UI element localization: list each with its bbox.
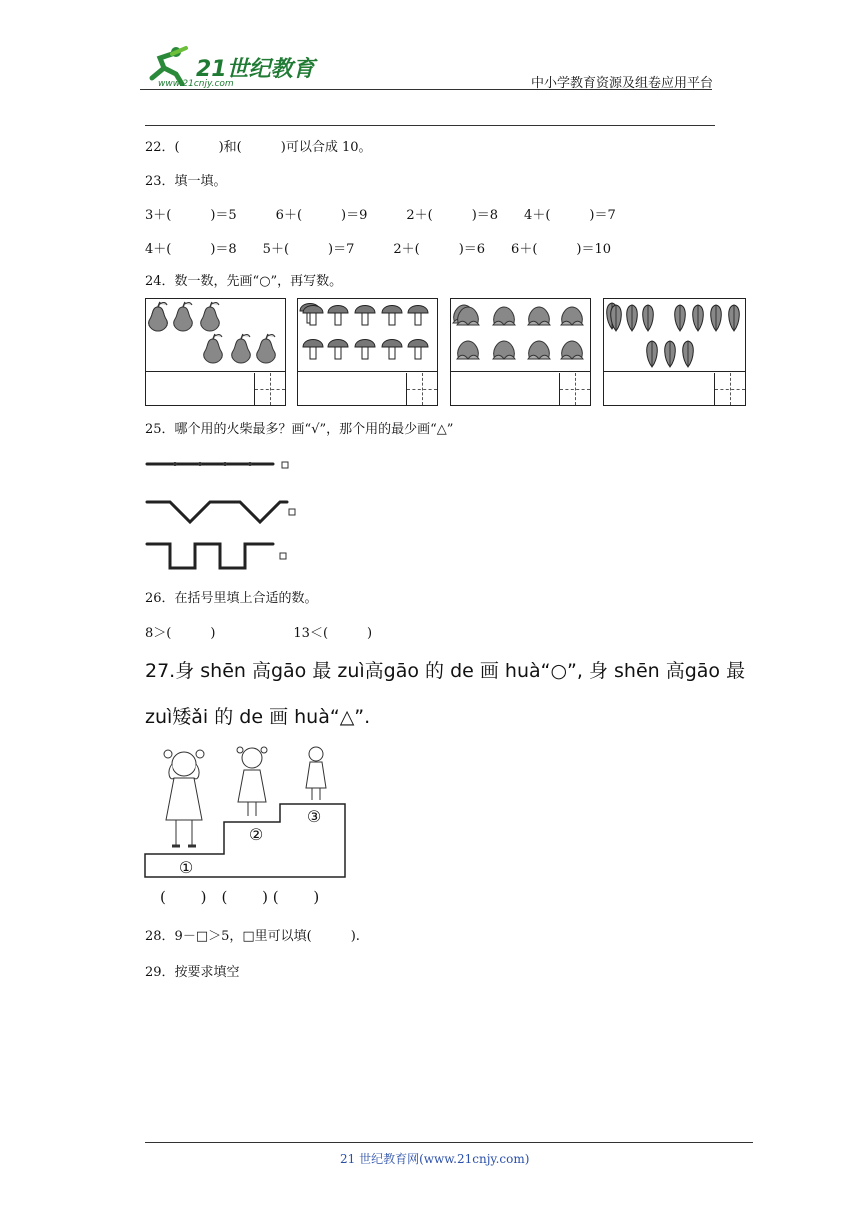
step-label-1: ① — [178, 858, 194, 877]
step-label-2: ② — [248, 825, 264, 844]
mushroom-icons — [298, 299, 437, 371]
footer-rule — [145, 1142, 753, 1143]
logo-url: www.21cnjy.com — [158, 79, 234, 89]
answer-cell[interactable] — [714, 373, 745, 405]
step-label-3: ③ — [306, 807, 322, 826]
count-box-peaches — [450, 298, 591, 406]
pear-icons — [146, 299, 285, 371]
question-29: 29．按要求填空 — [145, 965, 240, 980]
answer-cell[interactable] — [406, 373, 437, 405]
stairs-with-girls — [144, 742, 350, 878]
question-25-title: 25．哪个用的火柴最多？画“√”，那个用的最少画“△” — [145, 422, 454, 437]
question-26-title: 26．在括号里填上合适的数。 — [145, 591, 318, 606]
question-27-answers[interactable]: ( ) ( ) ( ) — [160, 888, 320, 906]
question-24-title: 24．数一数，先画“○”，再写数。 — [145, 274, 343, 289]
question-26-line: 8＞( ) 13＜( ) — [145, 626, 373, 641]
platform-name: 中小学教育资源及组卷应用平台 — [531, 76, 714, 91]
count-box-pears — [145, 298, 286, 406]
question-23-title: 23．填一填。 — [145, 174, 227, 189]
question-27-line1: 27.身 shēn 高gāo 最 zuì高gāo 的 de 画 huà“○”, 身 shēn 高gāo 最 — [145, 660, 746, 682]
question-22: 22．( )和( )可以合成 10。 — [145, 140, 372, 155]
count-box-peppers — [603, 298, 746, 406]
question-23-row2: 4＋( )＝8 5＋( )＝7 2＋( )＝6 6＋( )＝10 — [145, 242, 612, 257]
answer-cell[interactable] — [254, 373, 285, 405]
peach-icons — [451, 299, 590, 371]
count-box-mushrooms — [297, 298, 438, 406]
header-rule-2 — [145, 125, 715, 126]
header-rule — [140, 89, 712, 90]
question-28: 28．9－□＞5，□里可以填( ). — [145, 929, 360, 944]
question-27-line2: zuì矮ǎi 的 de 画 huà“△”. — [145, 706, 371, 728]
answer-cell[interactable] — [559, 373, 590, 405]
pepper-icons — [604, 299, 745, 371]
question-23-row1: 3＋( )＝5 6＋( )＝9 2＋( )＝8 4＋( )＝7 — [145, 208, 616, 223]
answer-checkbox — [282, 462, 288, 468]
footer-text[interactable]: 21 世纪教育网(www.21cnjy.com) — [340, 1152, 530, 1166]
matchstick-figures — [145, 452, 305, 572]
logo-text: 21世纪教育 — [196, 57, 315, 82]
